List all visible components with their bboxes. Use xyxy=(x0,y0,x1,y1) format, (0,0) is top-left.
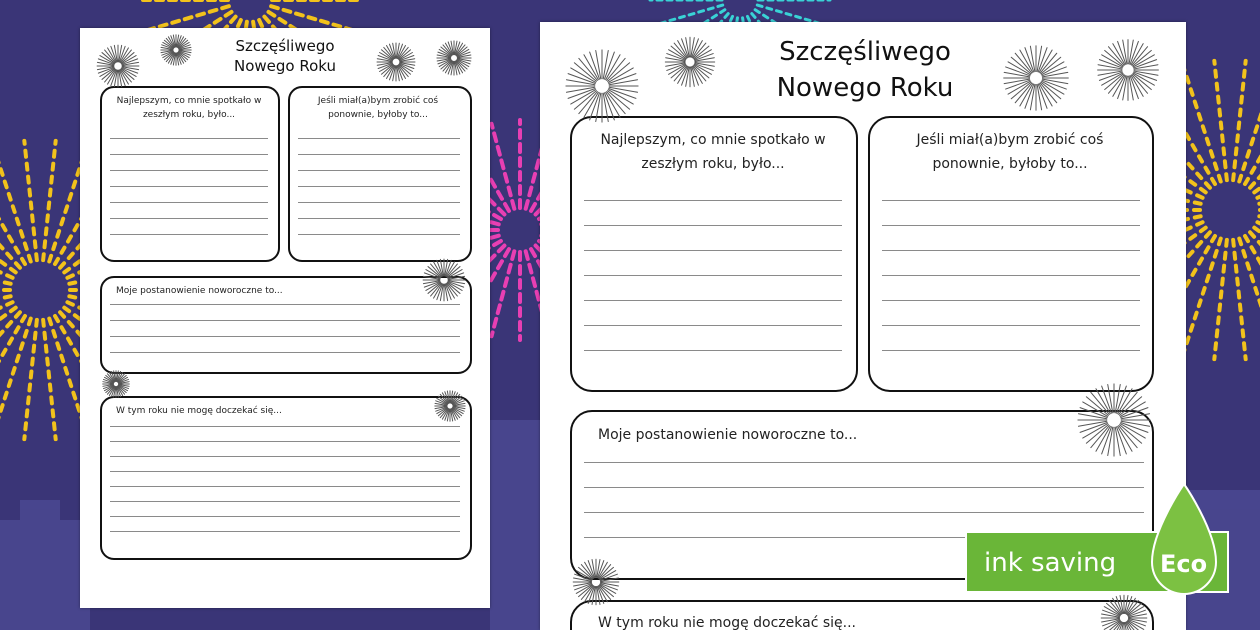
title-line-2-large: Nowego Roku xyxy=(776,73,954,103)
writing-line xyxy=(110,471,460,472)
firework-icon xyxy=(564,48,640,124)
writing-line xyxy=(110,531,460,532)
writing-line xyxy=(110,186,268,187)
writing-line xyxy=(882,250,1140,251)
writing-line xyxy=(110,486,460,487)
firework-icon xyxy=(160,34,192,66)
page-title-large xyxy=(730,34,1000,106)
writing-line xyxy=(584,275,842,276)
writing-line xyxy=(110,352,460,353)
writing-line xyxy=(110,426,460,427)
ink-saving-label: ink saving xyxy=(984,548,1117,578)
firework-icon xyxy=(1076,382,1152,458)
prompt-cant-wait-large: W tym roku nie mogę doczekać się... xyxy=(598,615,856,630)
writing-line xyxy=(110,170,268,171)
writing-line xyxy=(110,138,268,139)
firework-icon xyxy=(1096,38,1160,102)
firework-icon xyxy=(102,370,130,398)
prompt-do-again-large: Jeśli miał(a)bym zrobić coś ponownie, byłoby to... xyxy=(916,132,1104,172)
writing-line xyxy=(584,225,842,226)
writing-line xyxy=(584,325,842,326)
prompt-cant-wait: W tym roku nie mogę doczekać się... xyxy=(116,406,282,416)
firework-icon xyxy=(1002,44,1070,112)
writing-line xyxy=(584,250,842,251)
writing-line xyxy=(110,234,268,235)
firework-icon xyxy=(96,44,140,88)
writing-line xyxy=(298,138,460,139)
writing-line xyxy=(882,225,1140,226)
writing-line xyxy=(110,441,460,442)
firework-icon xyxy=(436,40,472,76)
writing-line xyxy=(298,170,460,171)
writing-line xyxy=(298,154,460,155)
writing-line xyxy=(110,501,460,502)
title-line-2: Nowego Roku xyxy=(233,57,337,75)
worksheet-preview-small xyxy=(80,28,490,608)
writing-line xyxy=(110,320,460,321)
writing-line xyxy=(882,325,1140,326)
writing-line xyxy=(584,462,1144,463)
writing-line xyxy=(110,154,268,155)
writing-line xyxy=(882,200,1140,201)
writing-line xyxy=(298,202,460,203)
firework-icon xyxy=(572,558,620,606)
box-cant-wait xyxy=(100,396,472,560)
firework-icon xyxy=(376,42,416,82)
prompt-resolution: Moje postanowienie noworoczne to... xyxy=(116,286,283,296)
title-line-1-large: Szczęśliwego xyxy=(779,37,951,67)
page-title xyxy=(190,36,380,76)
writing-line xyxy=(882,350,1140,351)
writing-line xyxy=(298,218,460,219)
writing-line xyxy=(298,186,460,187)
firework-icon xyxy=(664,36,716,88)
firework-icon xyxy=(434,390,466,422)
writing-line xyxy=(882,275,1140,276)
writing-line xyxy=(298,234,460,235)
writing-line xyxy=(110,304,460,305)
prompt-best-last-year-large: Najlepszym, co mnie spotkało w zeszłym roku, było... xyxy=(600,132,826,172)
prompt-best-last-year: Najlepszym, co mnie spotkało w zeszłym roku, było... xyxy=(116,96,262,120)
eco-label: Eco xyxy=(1160,550,1208,578)
writing-line xyxy=(584,200,842,201)
firework-icon xyxy=(422,258,466,302)
title-line-1: Szczęśliwego xyxy=(235,37,335,55)
writing-line xyxy=(110,202,268,203)
writing-line xyxy=(110,456,460,457)
writing-line xyxy=(584,350,842,351)
prompt-do-again: Jeśli miał(a)bym zrobić coś ponownie, byłoby to... xyxy=(317,96,439,120)
writing-line xyxy=(110,336,460,337)
writing-line xyxy=(882,300,1140,301)
prompt-resolution-large: Moje postanowienie noworoczne to... xyxy=(598,427,858,443)
writing-line xyxy=(110,218,268,219)
writing-line xyxy=(110,516,460,517)
writing-line xyxy=(584,300,842,301)
